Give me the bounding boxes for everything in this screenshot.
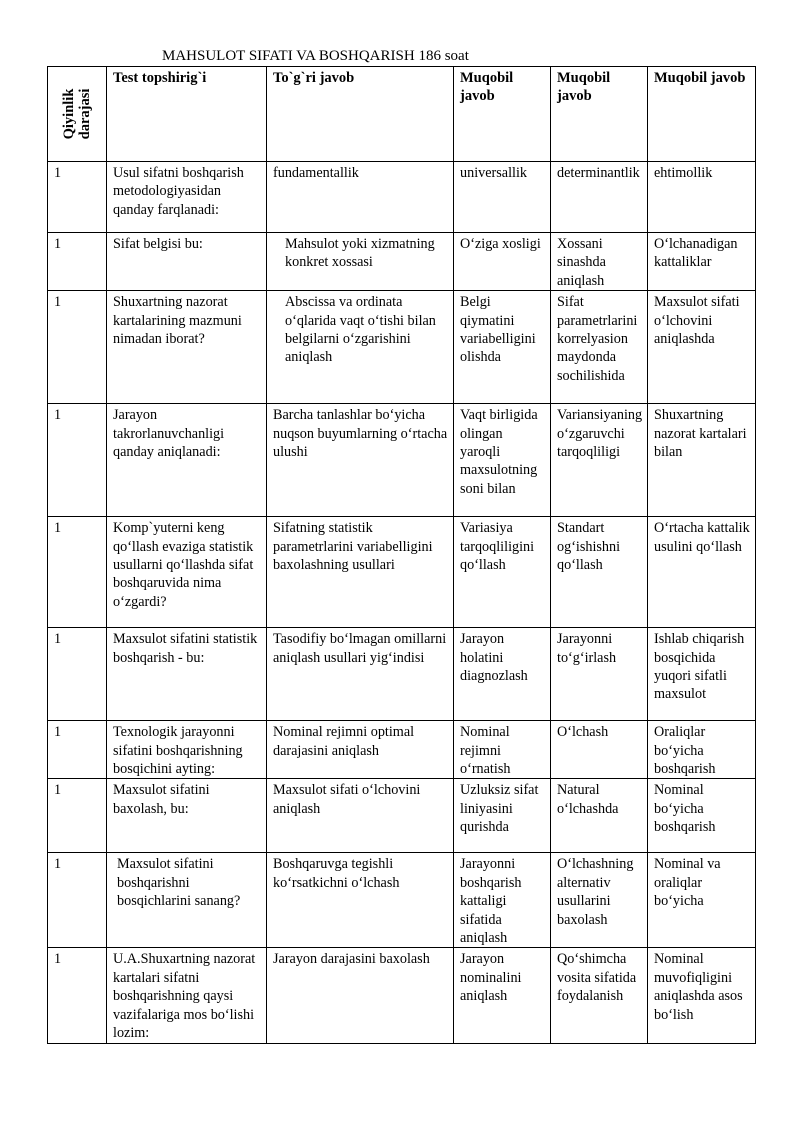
cell-correct-answer: Jarayon darajasini baxolash	[267, 948, 454, 1043]
cell-level: 1	[48, 853, 107, 948]
cell-alternative-3: Oraliqlar bo‘yicha boshqarish	[648, 721, 756, 779]
cell-correct-answer-text: Mahsulot yoki xizmatning konkret xossasi	[285, 236, 435, 271]
cell-alternative-1: Jarayonni boshqarish kattaligi sifatida aniqlash	[454, 853, 551, 948]
cell-task: U.A.Shuxartning nazorat kartalari sifatni boshqarishning qaysi vazifalariga mos bo‘lishi lozim:	[107, 948, 267, 1043]
cell-alternative-3: Nominal bo‘yicha boshqarish	[648, 779, 756, 853]
cell-alternative-1: Variasiya tarqoqliligini qo‘llash	[454, 517, 551, 628]
cell-task: Sifat belgisi bu:	[107, 233, 267, 291]
cell-task: Jarayon takrorlanuvchanligi qanday aniqlanadi:	[107, 404, 267, 517]
table-row	[48, 853, 756, 948]
header-difficulty-line1: Qiyinlik	[61, 88, 77, 140]
cell-correct-answer: Maxsulot sifati o‘lchovini aniqlash	[267, 779, 454, 853]
cell-task: Maxsulot sifatini baxolash, bu:	[107, 779, 267, 853]
cell-task: Texnologik jarayonni sifatini boshqarishning bosqichini ayting:	[107, 721, 267, 779]
cell-level: 1	[48, 628, 107, 721]
cell-correct-answer: Sifatning statistik parametrlarini variabelligini baxolashning usullari	[267, 517, 454, 628]
cell-task: Maxsulot sifatini statistik boshqarish - bu:	[107, 628, 267, 721]
cell-alternative-2: Jarayonni to‘g‘irlash	[551, 628, 648, 721]
cell-alternative-1: Jarayon nominalini aniqlash	[454, 948, 551, 1043]
cell-task: Shuxartning nazorat kartalarining mazmuni nimadan iborat?	[107, 291, 267, 404]
cell-alternative-1: Belgi qiymatini variabelligini olishda	[454, 291, 551, 404]
table-row	[48, 291, 756, 404]
cell-alternative-3: Ishlab chiqarish bosqichida yuqori sifatli maxsulot	[648, 628, 756, 721]
table-row	[48, 233, 756, 291]
cell-correct-answer: Nominal rejimni optimal darajasini aniqlash	[267, 721, 454, 779]
header-correct-answer: To`g`ri javob	[267, 67, 454, 162]
cell-alternative-3: Shuxartning nazorat kartalari bilan	[648, 404, 756, 517]
cell-alternative-1: O‘ziga xosligi	[454, 233, 551, 291]
cell-level: 1	[48, 779, 107, 853]
test-table	[47, 66, 756, 1044]
cell-alternative-1: universallik	[454, 162, 551, 233]
cell-level: 1	[48, 517, 107, 628]
cell-alternative-3: O‘lchanadigan kattaliklar	[648, 233, 756, 291]
cell-alternative-2: O‘lchash	[551, 721, 648, 779]
cell-task-text: Maxsulot sifatini boshqarishni bosqichlarini sanang?	[117, 856, 241, 910]
cell-task: Usul sifatni boshqarish metodologiyasidan qanday farqlanadi:	[107, 162, 267, 233]
cell-level: 1	[48, 291, 107, 404]
cell-alternative-3: O‘rtacha kattalik usulini qo‘llash	[648, 517, 756, 628]
cell-alternative-3: Maxsulot sifati o‘lchovini aniqlashda	[648, 291, 756, 404]
cell-task: Komp`yuterni keng qo‘llash evaziga statistik usullarni qo‘llashda sifat boshqaruvida nima o‘zgardi?	[107, 517, 267, 628]
table-row	[48, 404, 756, 517]
cell-alternative-1: Vaqt birligida olingan yaroqli maxsulotning soni bilan	[454, 404, 551, 517]
header-task: Test topshirig`i	[107, 67, 267, 162]
cell-alternative-1: Jarayon holatini diagnozlash	[454, 628, 551, 721]
cell-alternative-2: O‘lchashning alternativ usullarini baxolash	[551, 853, 648, 948]
cell-alternative-3: Nominal muvofiqligini aniqlashda asos bo‘lish	[648, 948, 756, 1043]
cell-alternative-2: Sifat parametrlarini korrelyasion maydonda sochilishida	[551, 291, 648, 404]
cell-alternative-2: Standart og‘ishishni qo‘llash	[551, 517, 648, 628]
cell-correct-answer: Tasodifiy bo‘lmagan omillarni aniqlash usullari yig‘indisi	[267, 628, 454, 721]
cell-level: 1	[48, 948, 107, 1043]
header-row	[48, 67, 756, 162]
cell-alternative-2: Variansiyaning o‘zgaruvchi tarqoqliligi	[551, 404, 648, 517]
cell-level: 1	[48, 721, 107, 779]
document-title: MAHSULOT SIFATI VA BOSHQARISH 186 soat	[162, 48, 469, 64]
cell-alternative-2: Xossani sinashda aniqlash	[551, 233, 648, 291]
cell-correct-answer: fundamentallik	[267, 162, 454, 233]
cell-alternative-2: Natural o‘lchashda	[551, 779, 648, 853]
cell-correct-answer: Boshqaruvga tegishli ko‘rsatkichni o‘lchash	[267, 853, 454, 948]
table-row	[48, 721, 756, 779]
cell-correct-answer	[267, 291, 454, 404]
cell-alternative-3: Nominal va oraliqlar bo‘yicha	[648, 853, 756, 948]
cell-alternative-2: determinantlik	[551, 162, 648, 233]
cell-alternative-1: Nominal rejimni o‘rnatish	[454, 721, 551, 779]
cell-correct-answer-text: Abscissa va ordinata o‘qlarida vaqt o‘tishi bilan belgilarni o‘zgarishini aniqlash	[285, 294, 436, 366]
cell-task	[107, 853, 267, 948]
cell-level: 1	[48, 404, 107, 517]
header-alternative-2: Muqobil javob	[551, 67, 648, 162]
cell-alternative-2: Qo‘shimcha vosita sifatida foydalanish	[551, 948, 648, 1043]
cell-alternative-3: ehtimollik	[648, 162, 756, 233]
header-alternative-1: Muqobil javob	[454, 67, 551, 162]
cell-correct-answer	[267, 233, 454, 291]
header-difficulty-line2: darajasi	[77, 88, 93, 140]
header-alternative-3: Muqobil javob	[648, 67, 756, 162]
table-row	[48, 779, 756, 853]
cell-level: 1	[48, 233, 107, 291]
table-row	[48, 517, 756, 628]
cell-level: 1	[48, 162, 107, 233]
header-difficulty-level	[48, 67, 107, 162]
cell-alternative-1: Uzluksiz sifat liniyasini qurishda	[454, 779, 551, 853]
table-row	[48, 628, 756, 721]
cell-correct-answer: Barcha tanlashlar bo‘yicha nuqson buyumlarning o‘rtacha ulushi	[267, 404, 454, 517]
table-row	[48, 162, 756, 233]
table-row	[48, 948, 756, 1043]
